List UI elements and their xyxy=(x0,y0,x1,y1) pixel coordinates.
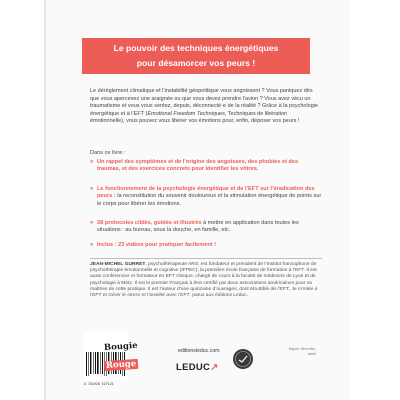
author-book-2: Je m’initie à l’EFT xyxy=(90,286,318,299)
intro-text-1: Le dérèglement climatique et l’instabilité géopolitique vous angoissent ? Vous paniquez dès que vous apercevez une araignée ou que vous devez prendre l’avion ? Vous avez vécu un traumatisme et vous vous sentez, depuis, déconnecté·e de la réalité ? Grâce à la psychologie énergétique et à l’EFT ( xyxy=(90,88,319,117)
logo-part-1: Bougie xyxy=(103,340,138,354)
publisher-logo xyxy=(176,362,219,373)
dans-ce-livre-label: Dans ce livre : xyxy=(90,150,126,156)
bougie-rouge-logo xyxy=(103,336,154,372)
shelving-line-2: santé xyxy=(307,351,316,356)
publisher-name: LEDUC xyxy=(176,362,211,373)
isbn-number: 9 791028 527121 xyxy=(84,382,114,386)
shelving-line-1: Rayon : Bien-être, xyxy=(288,347,316,351)
logo-part-2: Rouge xyxy=(105,358,137,372)
author-bio-text-c: et xyxy=(101,293,109,299)
spine-edge xyxy=(44,0,46,400)
bullet-item-4 xyxy=(90,242,322,249)
chevron-right-icon: » xyxy=(90,220,94,226)
title-line-2: pour désamorcer vos peurs ! xyxy=(136,58,256,68)
title-line-1: Le pouvoir des techniques énergétiques xyxy=(113,43,279,53)
intro-text-2: , Techniques de libération émotionnelle), vous pouvez vous libérer vos émotions pour, enfin, déposer vos peurs ! xyxy=(90,110,300,125)
shelving-info xyxy=(276,347,316,356)
bullet-3-bold: 28 protocoles ciblés, guidés et illustrés xyxy=(97,220,202,226)
bullet-1-bold: Un rappel des symptômes et de l’origine des angoisses, des phobies et des traumas, et des exercices concrets pour identifier les vôtres. xyxy=(97,159,299,173)
bullet-item-3 xyxy=(90,220,322,235)
publisher-website: editionsleduc.com xyxy=(178,348,220,354)
author-book-1: Ma Bible de l’EFT xyxy=(250,286,289,292)
intro-paragraph xyxy=(90,88,322,126)
bullet-3-rest: à mettre en application dans toutes les situations : au bureau, sous la douche, en famille, etc. xyxy=(97,220,299,234)
seal-badge xyxy=(232,348,254,370)
chevron-right-icon: » xyxy=(90,186,94,192)
chevron-right-icon: » xyxy=(90,242,94,248)
bullet-2-rest: la reconstitution du souvenir douloureux et la stimulation énergétique de points sur le corps pour libérer les émotions. xyxy=(97,193,322,207)
bullet-item-1 xyxy=(90,159,322,174)
author-bio-text-d: , parus aux éditions Leduc. xyxy=(189,293,248,299)
title-banner xyxy=(82,38,310,74)
author-bio-text-a: , psychothérapeute ARS, est fondateur et président de l’Institut francophone de psychothérapie émotionnelle et cognitive (IFPEC), la première école française de formation à l’EFT. Il est aussi conférencier et formateur en EFT clinique, chargé de cours à la faculté de médecine de Lyon et de psychologie à Metz. Il est le premier Français à être certifié par deux associations américaines pour sa maîtrise de cette pratique. Il est l’auteur d’une quinzaine d’ouvrages, dont xyxy=(90,262,317,292)
bullet-item-2 xyxy=(90,186,322,208)
author-book-3: Gérer le stress et l’anxiété avec l’EFT xyxy=(108,293,190,299)
intro-italic: Emotional Freedom Techniques xyxy=(147,110,225,117)
arrow-icon: ↗ xyxy=(210,362,219,373)
bullet-2-bold: Le fonctionnement de la psychologie énergétique et de l’EFT sur l’éradication des peurs : xyxy=(97,186,315,200)
author-bio xyxy=(90,262,322,299)
chevron-right-icon: » xyxy=(90,159,94,165)
seal-icon xyxy=(232,348,254,370)
section-divider xyxy=(90,258,322,259)
author-bio-text-b: , xyxy=(288,286,292,292)
bullet-4-bold: Inclus : 23 vidéos pour pratiquer facilement ! xyxy=(97,242,217,248)
author-name: JEAN-MICHEL GURRET xyxy=(90,262,146,267)
